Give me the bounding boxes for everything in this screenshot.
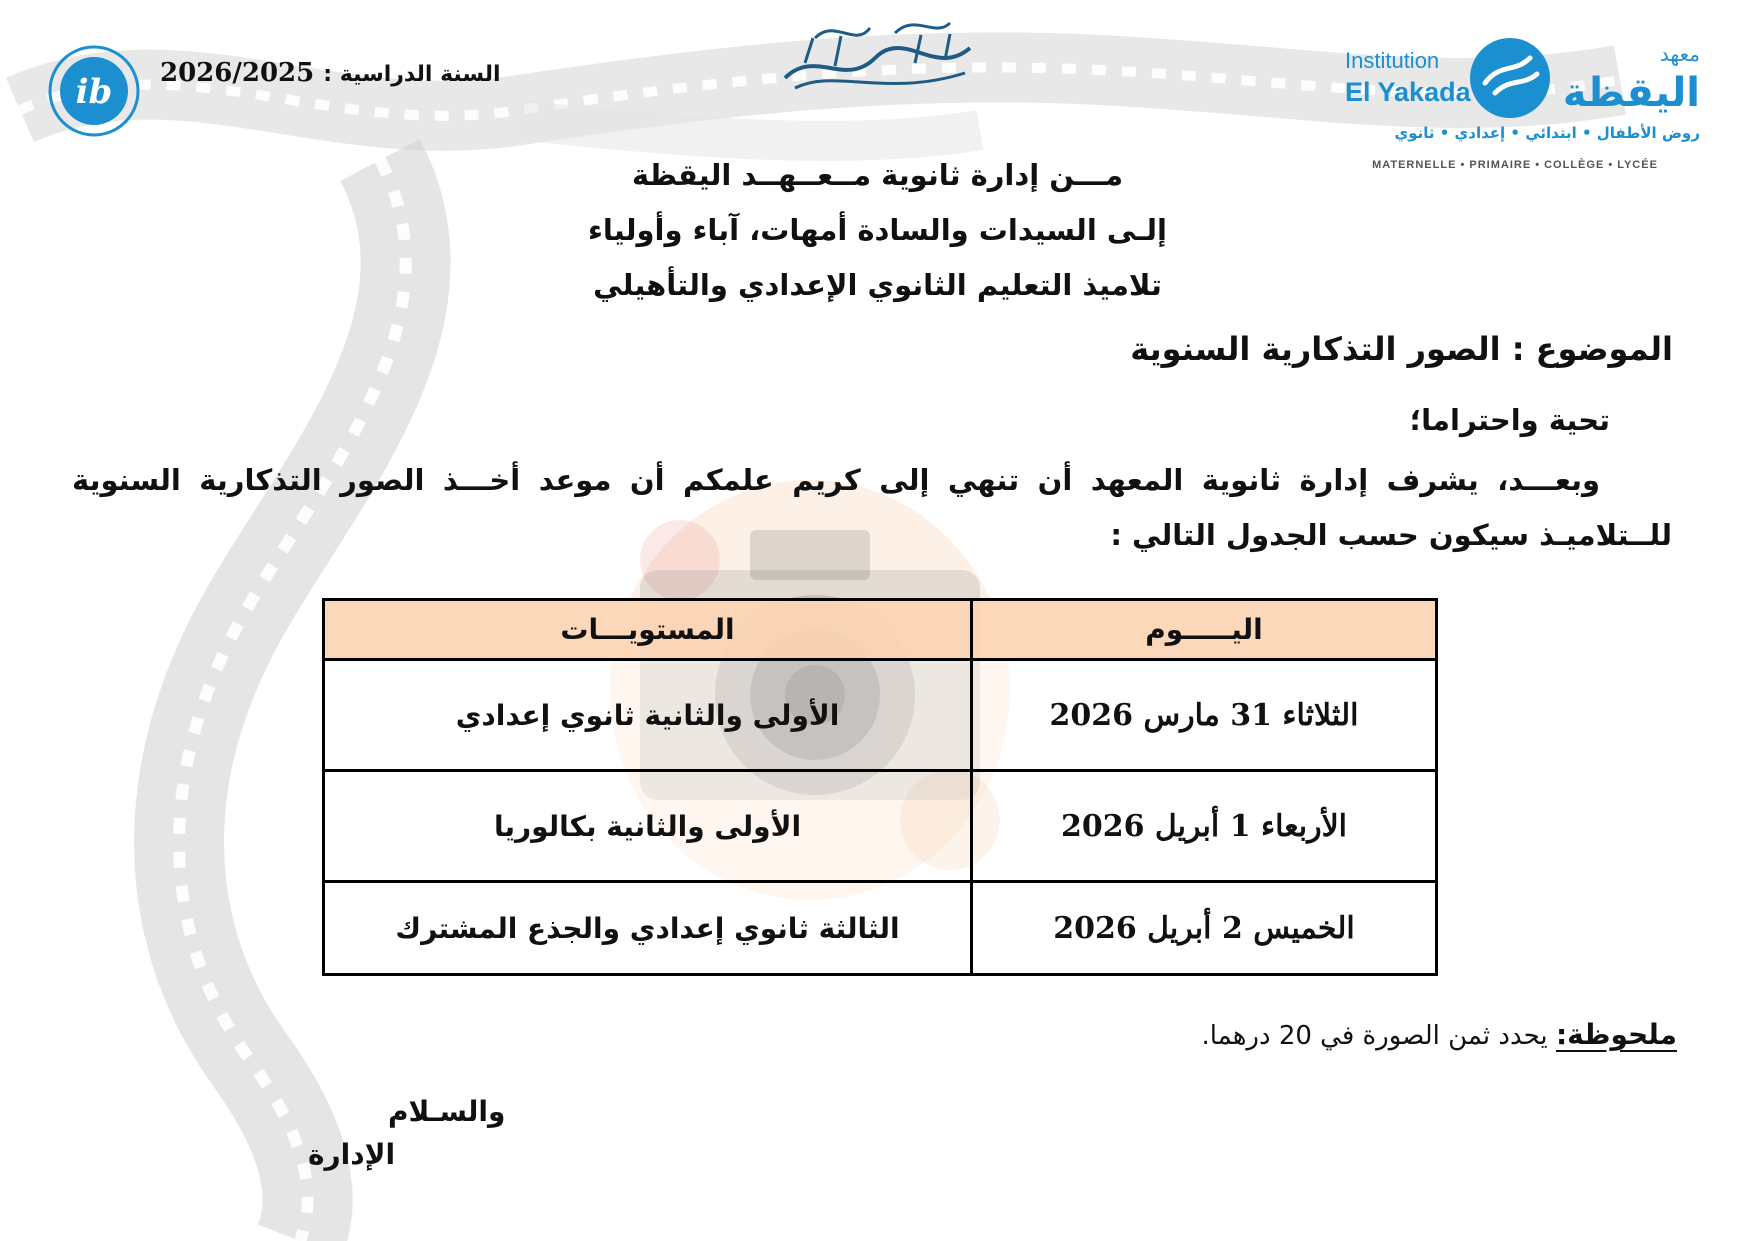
row-levels: الأولى والثانية بكالوريا [324,771,972,882]
institution-prefix-ar: معهد [1659,42,1700,66]
letter-subject: الموضوع : الصور التذكارية السنوية [1130,330,1673,368]
basmala-calligraphy [775,8,980,103]
row-day: الثلاثاء 31 مارس 2026 [972,660,1437,771]
closing-salutation: والسـلام [388,1095,506,1128]
schedule-table [322,598,1438,976]
row-day: الخميس 2 أبريل 2026 [972,882,1437,975]
letter-greeting: تحية واحتراما؛ [1409,403,1610,437]
row-levels: الأولى والثانية ثانوي إعدادي [324,660,972,771]
school-year-value: 2026/2025 [160,58,315,88]
ib-logo-text: ib [75,72,113,112]
institution-name-fr-1: Institution [1345,48,1440,73]
basmala-icon [775,8,980,103]
institution-levels-fr: MATERNELLE • PRIMAIRE • COLLÈGE • LYCÉE [1372,159,1658,171]
ib-world-school-logo [48,45,140,137]
signature-administration: الإدارة [308,1138,396,1171]
institution-levels-ar: روض الأطفال • ابتدائي • إعدادي • ثانوي [1394,124,1700,142]
note [1201,1018,1677,1051]
letter-students: تلاميذ التعليم الثانوي الإعدادي والتأهيلي [593,268,1162,302]
institution-name-ar: اليقظة [1562,70,1700,116]
table-row [324,882,1437,975]
table-row [324,771,1437,882]
note-text: يحدد ثمن الصورة في 20 درهما. [1201,1021,1556,1051]
letter-from: مـــن إدارة ثانوية مــعــهــد اليقظة [631,158,1124,192]
column-header-day: اليـــــوم [972,600,1437,660]
row-levels: الثالثة ثانوي إعدادي والجذع المشترك [324,882,972,975]
school-year-label: السنة الدراسية : [323,62,501,87]
column-header-levels: المستويـــات [324,600,972,660]
table-row [324,660,1437,771]
note-label: ملحوظة: [1555,1018,1677,1051]
letter-to: إلـى السيدات والسادة أمهات، آباء وأولياء [588,213,1167,247]
table-header-row [324,600,1437,660]
row-day: الأربعاء 1 أبريل 2026 [972,771,1437,882]
letter-body: وبعـــد، يشرف إدارة ثانوية المعهد أن تنهي إلى كريم علمكم أن موعد أخـــذ الصور التذكارية السنوية للــتلاميـذ سيكون حسب الجدول التالي : [72,463,1672,552]
institution-name-fr-2: El Yakada [1345,77,1471,107]
school-year [160,58,501,88]
institution-logo [1345,28,1705,178]
